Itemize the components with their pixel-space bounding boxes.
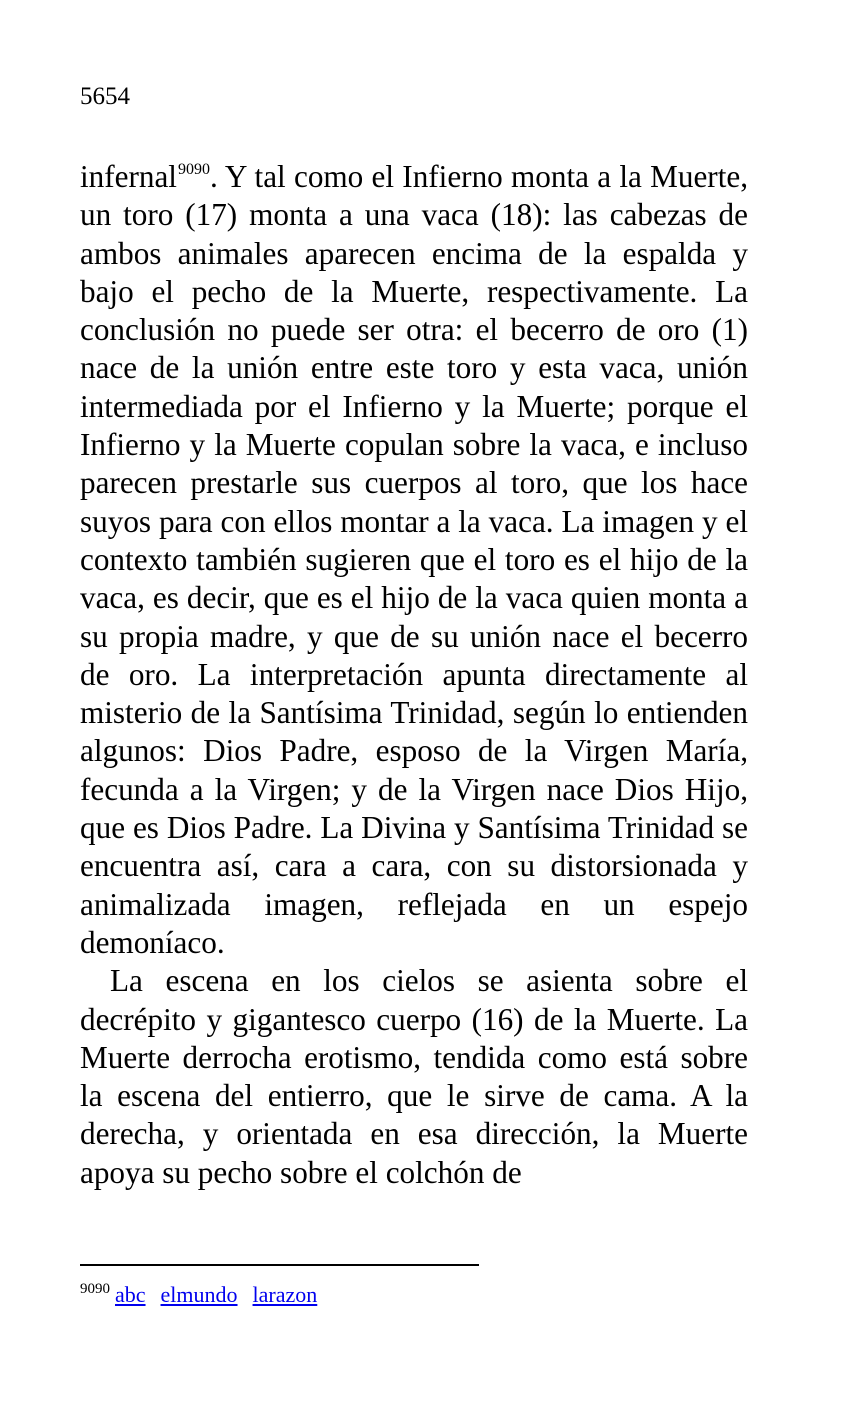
footnote-reference: 9090: [177, 161, 210, 178]
footnote-divider: [80, 1264, 479, 1266]
paragraph-1: [80, 158, 748, 962]
footnote-number: 9090: [80, 1281, 110, 1297]
paragraph-1-start: infernal: [80, 159, 177, 194]
body-text: [80, 158, 748, 1192]
page-number: 5654: [80, 83, 130, 110]
paragraph-1-text: . Y tal como el Infierno monta a la Muerte, un toro (17) monta a una vaca (18): las cabezas de ambos animales aparecen encima de la espalda y bajo el pecho de la Muerte, respectivamente. La conclusión no puede ser otra: el becerro de oro (1) nace de la unión entre este toro y esta vaca, unión intermediada por el Infierno y la Muerte; porque el Infierno y la Muerte copulan sobre la vaca, e incluso parecen prestarle sus cuerpos al toro, que los hace suyos para con ellos montar a la vaca. La imagen y el contexto también sugieren que el toro es el hijo de la vaca, es decir, que es el hijo de la vaca quien monta a su propia madre, y que de su unión nace el becerro de oro. La interpretación apunta directamente al misterio de la Santísima Trinidad, según lo entienden algunos: Dios Padre, esposo de la Virgen María, fecunda a la Virgen; y de la Virgen nace Dios Hijo, que es Dios Padre. La Divina y Santísima Trinidad se encuentra así, cara a cara, con su distorsionada y animalizada imagen, reflejada en un espejo demoníaco.: [80, 159, 748, 960]
footnote: [80, 1280, 332, 1310]
paragraph-2: La escena en los cielos se asienta sobre el decrépito y gigantesco cuerpo (16) de la Muerte. La Muerte derrocha erotismo, tendida como está sobre la escena del entierro, que le sirve de cama. A la derecha, y orientada en esa dirección, la Muerte apoya su pecho sobre el colchón de: [80, 963, 748, 1190]
footnote-link-abc[interactable]: abc: [115, 1282, 146, 1307]
footnote-link-larazon[interactable]: larazon: [252, 1282, 318, 1307]
footnote-link-elmundo[interactable]: elmundo: [160, 1282, 238, 1307]
